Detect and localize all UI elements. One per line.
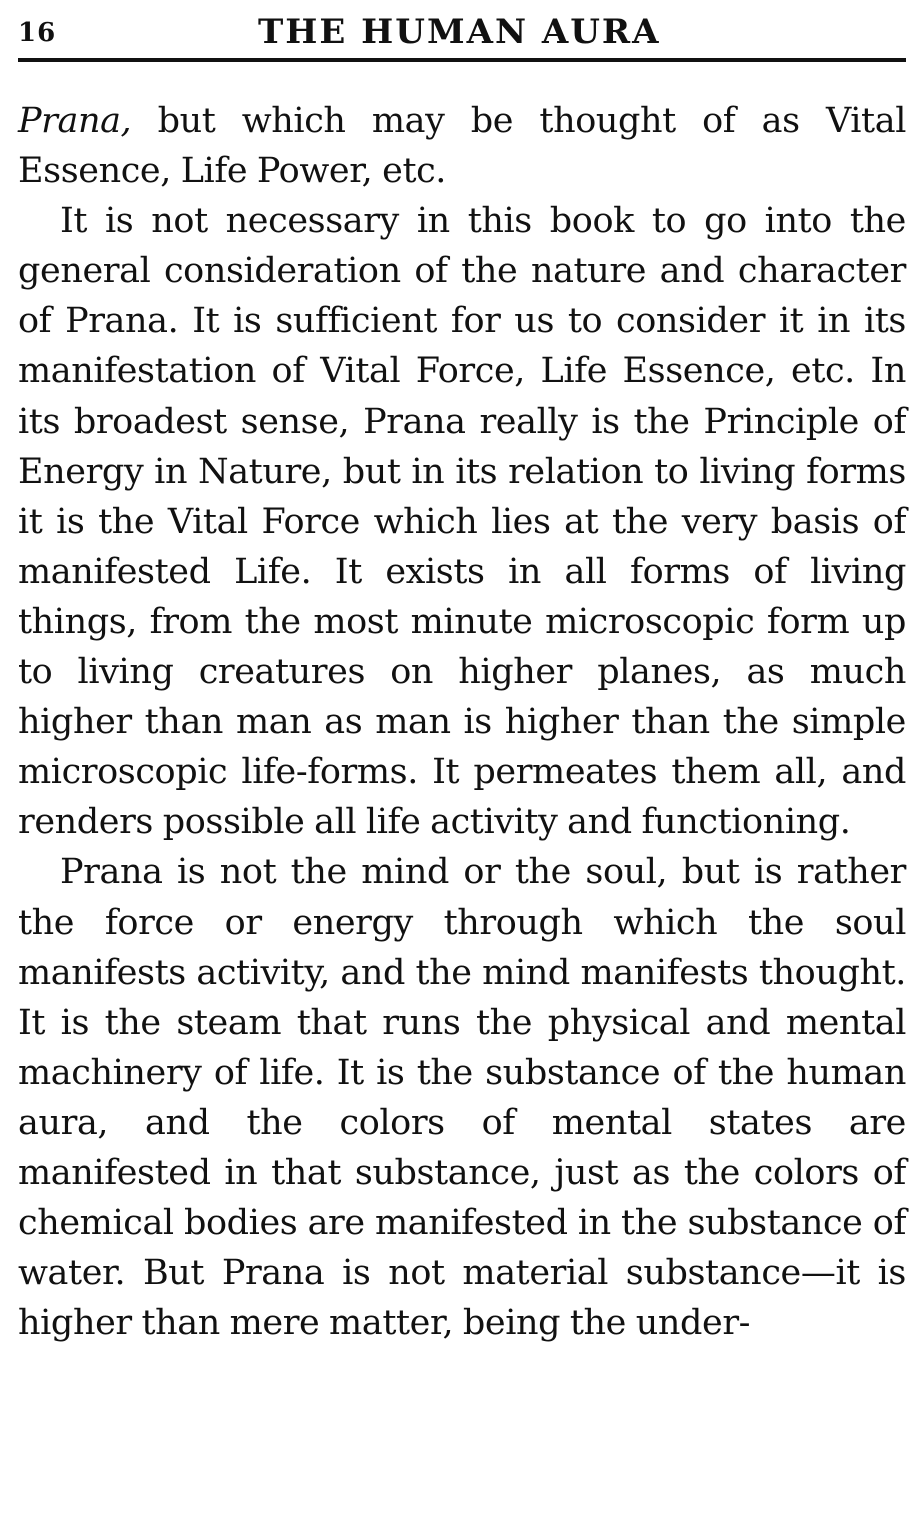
paragraph-3: Prana is not the mind or the soul, but is rather the force or energy through which the soul manifests activity, and the mind manifests thought. It is the steam that runs the physical and mental machinery of life. It is the substance of the human aura, and the colors of mental states are manifested in that substance, just as the colors of chemical bodies are manifested in the substance of water. But Prana is not material substance—it is higher than mere matter, being the under-	[18, 852, 906, 1344]
paragraph-1-text: but which may be thought of as Vital Essence, Life Power, etc.	[18, 101, 906, 192]
paragraph-1	[18, 96, 906, 196]
page-header	[18, 0, 906, 62]
body-text	[18, 96, 906, 1348]
paragraph-1-lead-italic: Prana,	[18, 101, 132, 141]
book-page	[18, 0, 906, 1348]
page-number: 16	[18, 18, 57, 48]
running-head: THE HUMAN AURA	[258, 12, 661, 52]
paragraph-2: It is not necessary in this book to go into the general consideration of the nature and character of Prana. It is sufficient for us to consider it in its manifestation of Vital Force, Life Essence, etc. In its broadest sense, Prana really is the Principle of Energy in Nature, but in its relation to living forms it is the Vital Force which lies at the very basis of manifested Life. It exists in all forms of living things, from the most minute microscopic form up to living creatures on higher planes, as much higher than man as man is higher than the simple microscopic life-forms. It permeates them all, and renders possible all life activity and functioning.	[18, 201, 906, 843]
